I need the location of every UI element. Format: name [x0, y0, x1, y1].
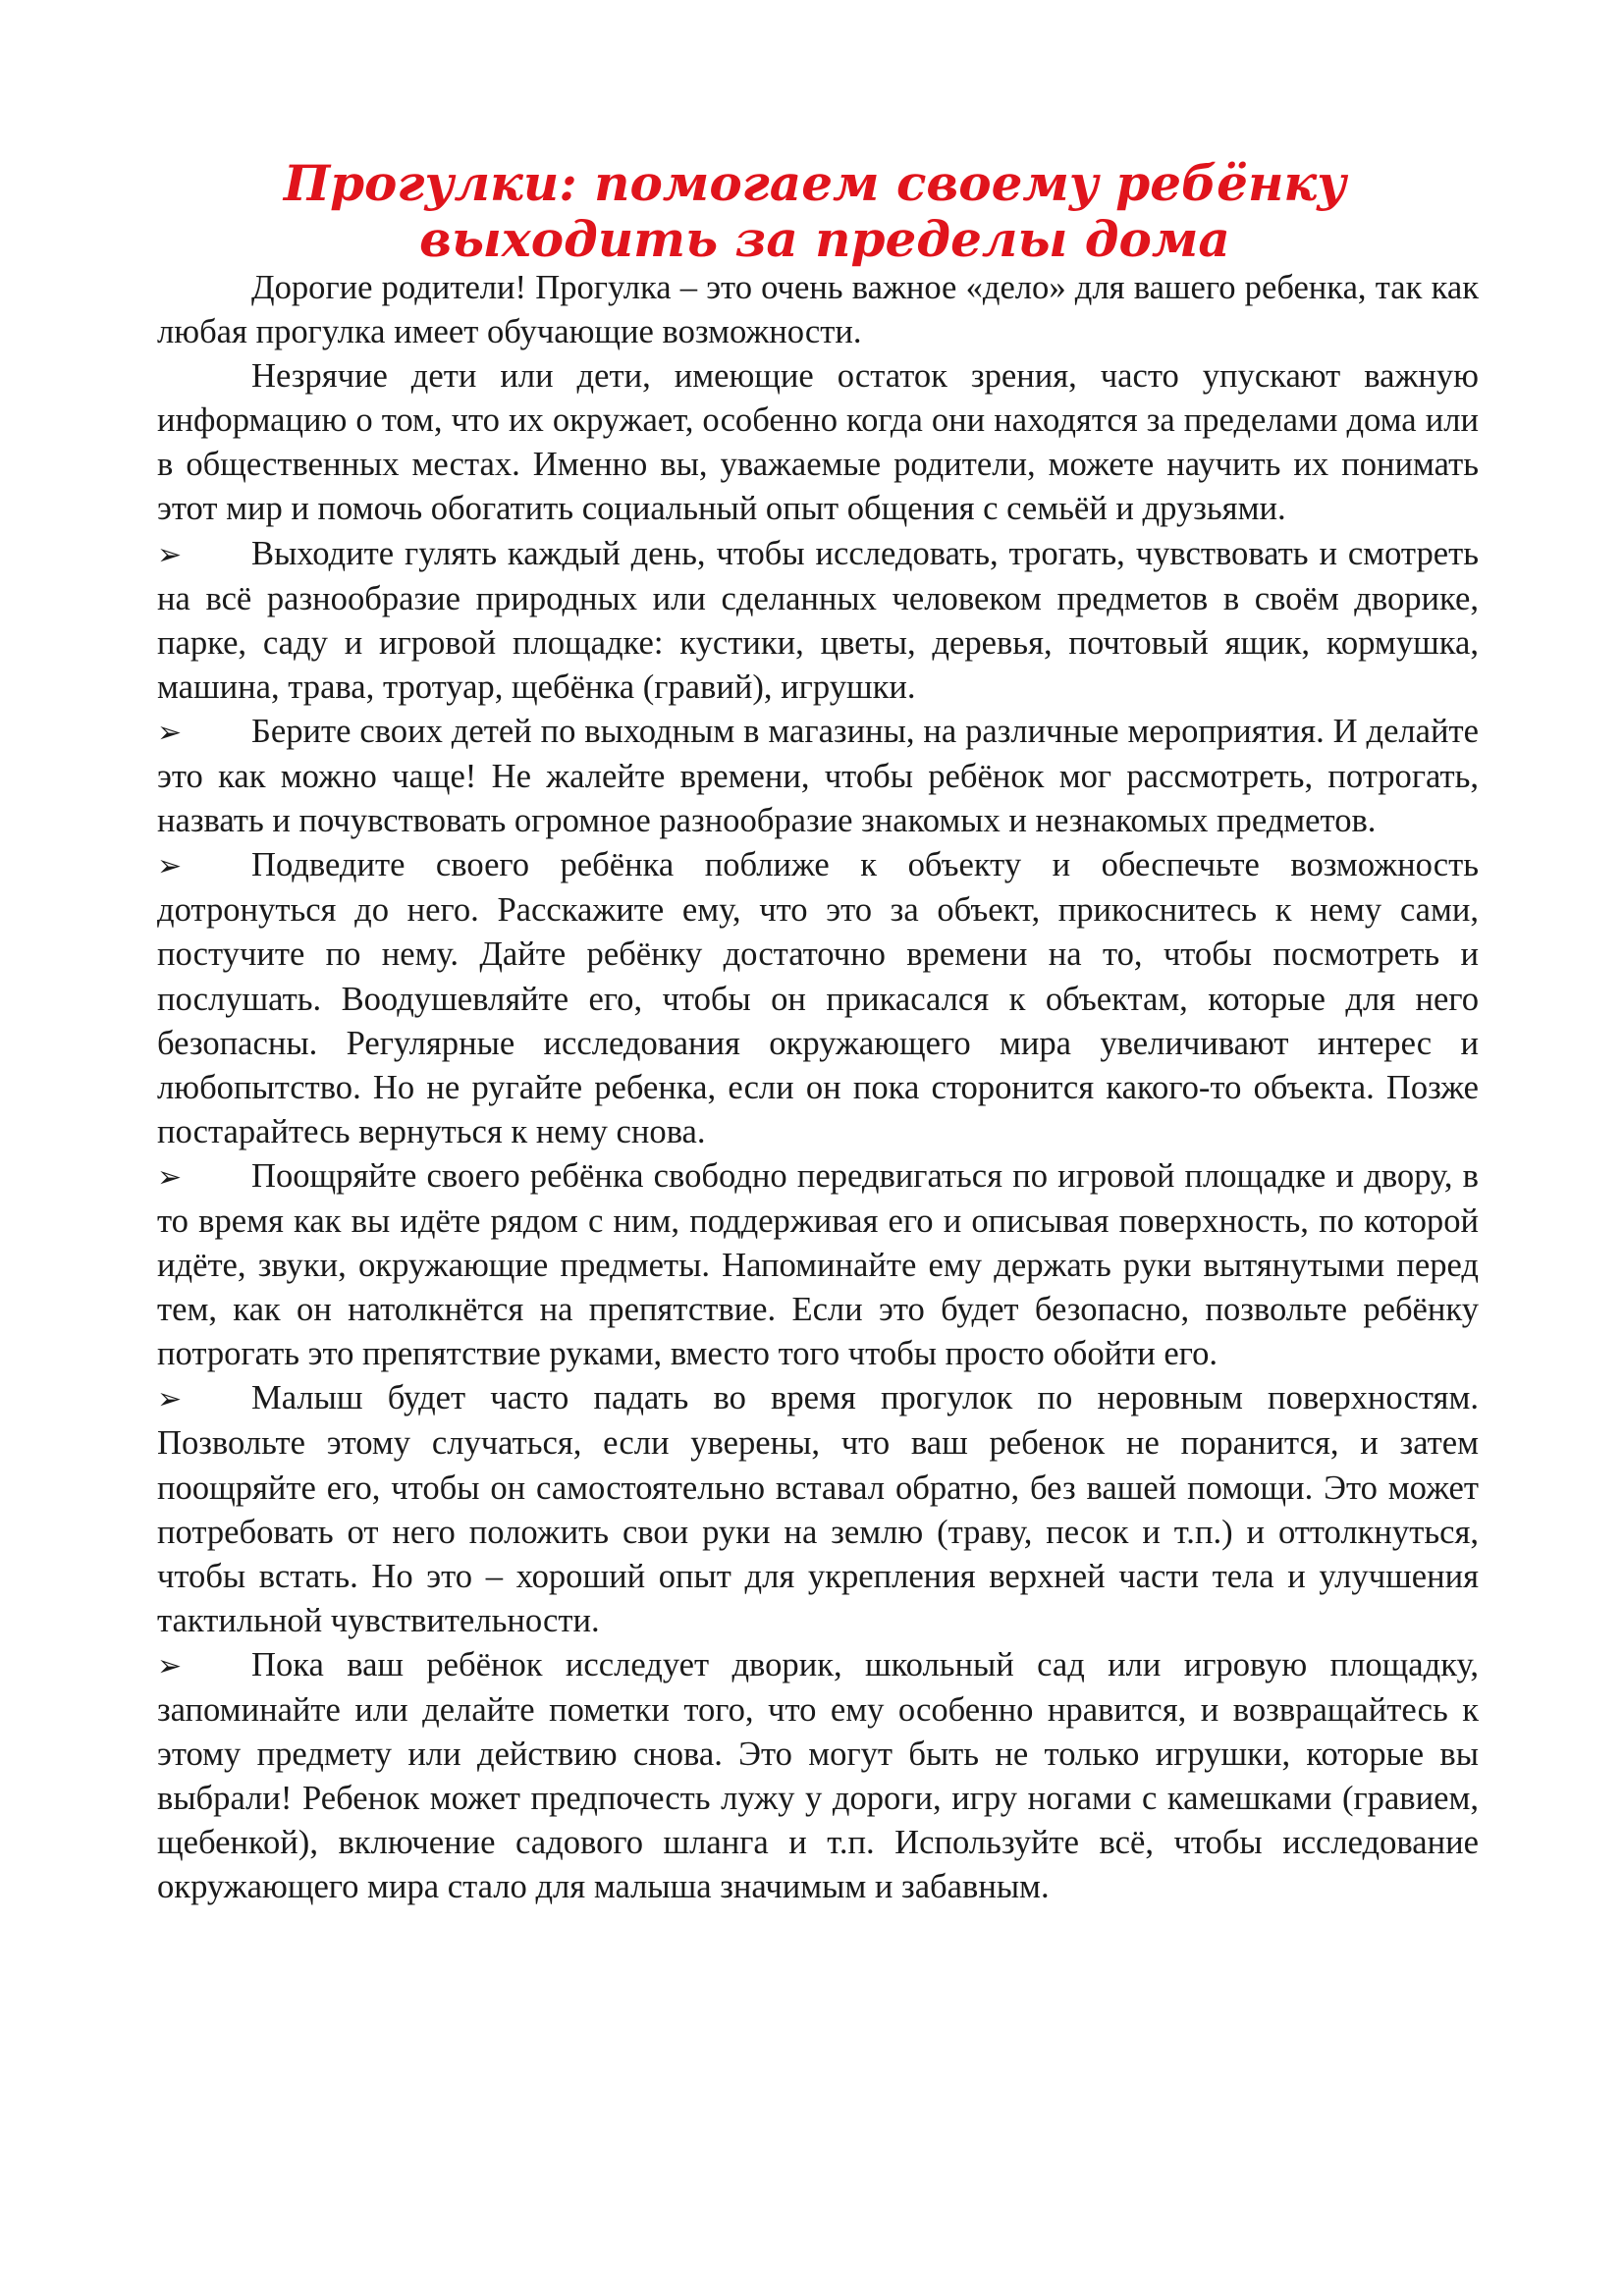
- bullet-item: [157, 1643, 1479, 1910]
- arrow-bullet-icon: ➢: [157, 537, 183, 572]
- bullet-item: [157, 843, 1479, 1154]
- bullet-text: Подведите своего ребёнка поближе к объекту и обеспечьте возможность дотронуться до него. Расскажите ему, что это за объект, прикоснитесь к нему сами, постучите по нему. Дайте ребёнку достаточно времени на то, чтобы посмотреть и послушать. Воодушевляйте его, чтобы он прикасался к объектам, которые для него безопасны. Регулярные исследования окружающего мира увеличивают интерес и любопытство. Но не ругайте ребенка, если он пока сторонится какого-то объекта. Позже постарайтесь вернуться к нему снова.: [157, 846, 1479, 1150]
- bullet-item: [157, 532, 1479, 710]
- bullet-text: Берите своих детей по выходным в магазины, на различные мероприятия. И делайте это как можно чаще! Не жалейте времени, чтобы ребёнок мог рассмотреть, потрогать, назвать и почувствовать огромное разнообразие знакомых и незнакомых предметов.: [157, 712, 1479, 840]
- document-body: [157, 266, 1479, 1909]
- bullet-text: Малыш будет часто падать во время прогулок по неровным поверхностям. Позвольте этому случаться, если уверены, что ваш ребенок не поранится, и затем поощряйте его, чтобы он самостоятельно вставал обратно, без вашей помощи. Это может потребовать от него положить свои руки на землю (траву, песок и т.п.) и оттолкнуться, чтобы встать. Но это – хороший опыт для укрепления верхней части тела и улучшения тактильной чувствительности.: [157, 1379, 1479, 1639]
- arrow-bullet-icon: ➢: [157, 1648, 183, 1683]
- bullet-text: Пока ваш ребёнок исследует дворик, школьный сад или игровую площадку, запоминайте или делайте пометки того, что ему особенно нравится, и возвращайтесь к этому предмету или действию снова. Это могут быть не только игрушки, которые вы выбрали! Ребенок может предпочесть лужу у дороги, игру ногами с камешками (гравием, щебенкой), включение садового шланга и т.п. Используйте всё, чтобы исследование окружающего мира стало для малыша значимым и забавным.: [157, 1645, 1479, 1906]
- title-line-2: выходить за пределы дома: [419, 210, 1230, 268]
- intro-paragraph: Дорогие родители! Прогулка – это очень важное «дело» для вашего ребенка, так как любая прогулка имеет обучающие возможности.: [157, 269, 1479, 351]
- arrow-bullet-icon: ➢: [157, 849, 183, 884]
- title-line-1: Прогулки: помогаем своему ребёнку: [283, 154, 1347, 212]
- bullet-item: [157, 1154, 1479, 1376]
- bullet-item: [157, 710, 1479, 843]
- arrow-bullet-icon: ➢: [157, 715, 183, 750]
- document-title: [157, 155, 1473, 267]
- arrow-bullet-icon: ➢: [157, 1382, 183, 1417]
- intro-paragraph: Незрячие дети или дети, имеющие остаток зрения, часто упускают важную информацию о том, что их окружает, особенно когда они находятся за пределами дома или в общественных местах. Именно вы, уважаемые родители, можете научить их понимать этот мир и помочь обогатить социальный опыт общения с семьёй и друзьями.: [157, 357, 1479, 528]
- bullet-item: [157, 1376, 1479, 1643]
- arrow-bullet-icon: ➢: [157, 1159, 183, 1195]
- bullet-text: Выходите гулять каждый день, чтобы исследовать, трогать, чувствовать и смотреть на всё разнообразие природных или сделанных человеком предметов в своём дворике, парке, саду и игровой площадке: кустики, цветы, деревья, почтовый ящик, кормушка, машина, трава, тротуар, щебёнка (гравий), игрушки.: [157, 534, 1479, 706]
- bullet-text: Поощряйте своего ребёнка свободно передвигаться по игровой площадке и двору, в то время как вы идёте рядом с ним, поддерживая его и описывая поверхность, по которой идёте, звуки, окружающие предметы. Напоминайте ему держать руки вытянутыми перед тем, как он натолкнётся на препятствие. Если это будет безопасно, позвольте ребёнку потрогать это препятствие руками, вместо того чтобы просто обойти его.: [157, 1156, 1479, 1373]
